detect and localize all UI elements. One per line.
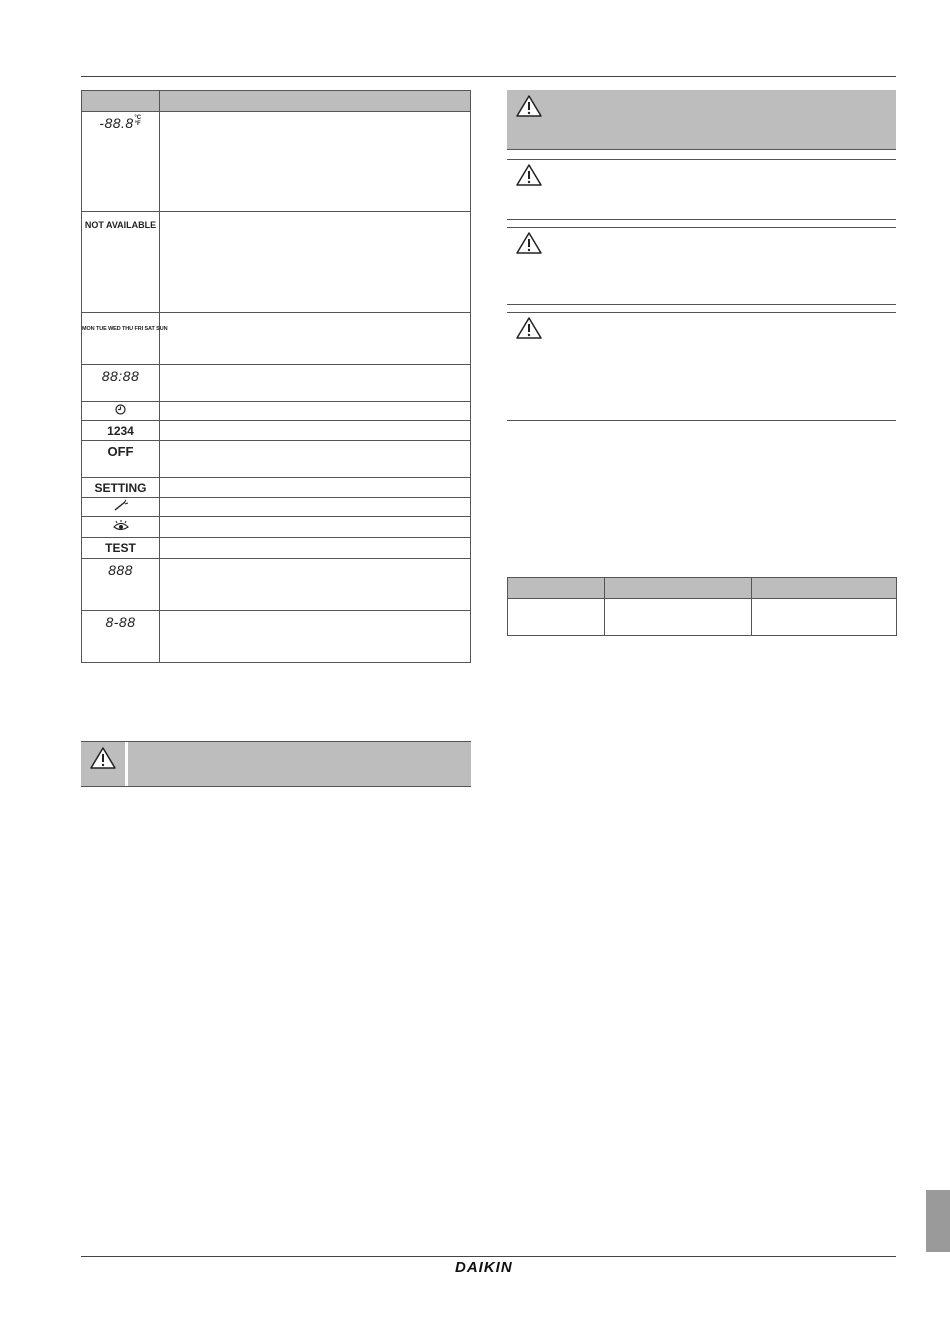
table-row: [82, 517, 471, 538]
table-row: [82, 421, 471, 441]
description-cell: [160, 441, 471, 478]
symbol-cell: [82, 538, 160, 559]
symbol-cell: [82, 441, 160, 478]
footer-rule: [81, 1256, 896, 1257]
header-rule: [81, 76, 896, 77]
description-cell: [160, 478, 471, 498]
table-header-row: [508, 578, 897, 599]
eye-icon: [112, 519, 130, 532]
settings-table: [507, 577, 897, 636]
temperature-unit: °C °F: [134, 115, 142, 127]
table-row: [82, 611, 471, 663]
header-cell: [752, 578, 897, 599]
table-cell: [605, 599, 752, 636]
test-label: TEST: [105, 541, 136, 555]
description-cell: [160, 421, 471, 441]
time-readout: 88:88: [101, 368, 140, 384]
warning-box-1: [507, 90, 896, 150]
symbol-cell: [82, 112, 160, 212]
symbol-cell: [82, 498, 160, 517]
header-cell-symbol: [82, 91, 160, 112]
table-row: [508, 599, 897, 636]
wrench-icon: [113, 499, 129, 512]
section-tab-marker: [926, 1190, 950, 1252]
description-cell: [160, 112, 471, 212]
header-cell: [605, 578, 752, 599]
symbol-cell: [82, 611, 160, 663]
warning-box-3: [507, 227, 896, 305]
symbol-cell: [82, 559, 160, 611]
description-cell: [160, 313, 471, 365]
temperature-readout: -88.8: [99, 115, 134, 131]
setting-label: SETTING: [94, 481, 147, 495]
table-row: [82, 365, 471, 402]
warning-icon: [515, 94, 543, 118]
table-row: [82, 402, 471, 421]
warning-icon: [515, 316, 543, 340]
symbol-cell: [82, 421, 160, 441]
symbol-cell: [82, 402, 160, 421]
table-row: [82, 112, 471, 212]
warning-icon: [89, 746, 117, 770]
not-available-label: NOT AVAILABLE: [84, 220, 157, 230]
symbol-cell: [82, 478, 160, 498]
warning-icon: [515, 163, 543, 187]
warning-box-4: [507, 312, 896, 421]
description-cell: [160, 365, 471, 402]
table-row: [82, 313, 471, 365]
warning-box-2: [507, 159, 896, 220]
table-row: [82, 498, 471, 517]
table-row: [82, 441, 471, 478]
description-cell: [160, 498, 471, 517]
table-row: [82, 478, 471, 498]
weekday-labels: MON TUE WED THU FRI SAT SUN: [82, 326, 168, 332]
program-numbers: 1234: [107, 424, 134, 438]
daikin-logo: DAIKIN: [455, 1259, 513, 1276]
off-label: OFF: [107, 444, 134, 459]
symbol-cell: [82, 313, 168, 365]
header-cell-description: [160, 91, 471, 112]
table-cell: [752, 599, 897, 636]
header-cell: [508, 578, 605, 599]
description-cell: [160, 611, 471, 663]
description-cell: [160, 517, 471, 538]
description-cell: [160, 212, 471, 313]
symbol-cell: [82, 212, 160, 313]
warning-box-left: [81, 741, 471, 787]
symbol-cell: [82, 365, 160, 402]
clock-icon: [115, 404, 126, 415]
table-row: [82, 212, 471, 313]
display-symbols-table: [81, 90, 471, 663]
code-readout: 888: [108, 562, 133, 578]
description-cell: [160, 402, 471, 421]
description-cell: [160, 538, 471, 559]
table-cell: [508, 599, 605, 636]
table-header-row: [82, 91, 471, 112]
symbol-cell: [82, 517, 160, 538]
error-code-readout: 8-88: [105, 614, 136, 630]
description-cell: [160, 559, 471, 611]
warning-icon: [515, 231, 543, 255]
table-row: [82, 538, 471, 559]
table-row: [82, 559, 471, 611]
